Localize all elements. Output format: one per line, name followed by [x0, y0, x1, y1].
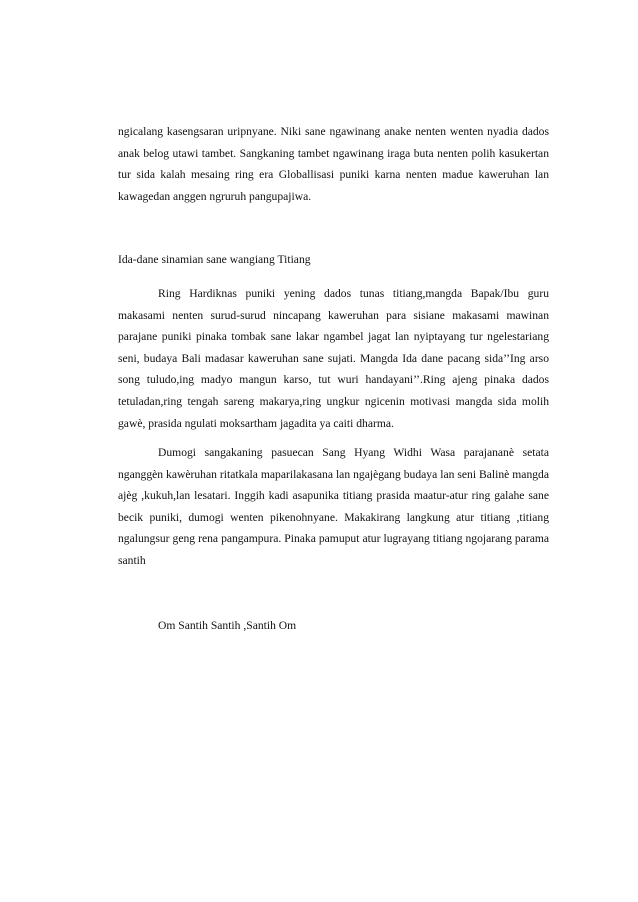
- body-paragraph-1: ngicalang kasengsaran uripnyane. Niki sane ngawinang anake nenten wenten nyadia dados anak belog utawi tambet. Sangkaning tambet ngawinang iraga buta nenten polih kasukertan tur sida kalah mesaing ring era Globallisasi puniki karna nenten madue kaweruhan lan kawagedan anggen ngruruh pangupajiwa.: [118, 125, 549, 203]
- body-paragraph-2: Ring Hardiknas puniki yening dados tunas titiang,mangda Bapak/Ibu guru makasami nenten surud-surud nincapang kaweruhan para sisiane makasami mawinan parajane puniki pinaka tombak sane lakar ngambel jagat lan nyiptayang tur ngelestariang seni, budaya Bali madasar kaweruhan sane sujati. Mangda Ida dane pacang sida’’Ing arso song tuludo,ing madyo mangun karso, tut wuri handayani’’.Ring ajeng pinaka dados tetuladan,ring tengah sareng makarya,ring ungkur ngicenin motivasi mangda sida molih gawè, prasida ngulati moksartham jagadita ya caiti dharma.: [118, 287, 549, 430]
- body-paragraph-3: Dumogi sangakaning pasuecan Sang Hyang Widhi Wasa parajananè setata nganggèn kawèruhan ritatkala maparilakasana lan ngajègang budaya lan seni Balinè mangda ajèg ,kukuh,lan lesatari. Inggih kadi asapunika titiang prasida maatur-atur ring galahe sane becik puniki, dumogi wenten pikenohnyane. Makakirang langkung atur titiang ,titiang ngalungsur geng rena pangampura. Pinaka pamuput atur lugrayang titiang ngojarang parama santih: [118, 446, 549, 567]
- closing-line: Om Santih Santih ,Santih Om: [158, 619, 297, 632]
- salutation-line: Ida-dane sinamian sane wangiang Titiang: [118, 253, 311, 266]
